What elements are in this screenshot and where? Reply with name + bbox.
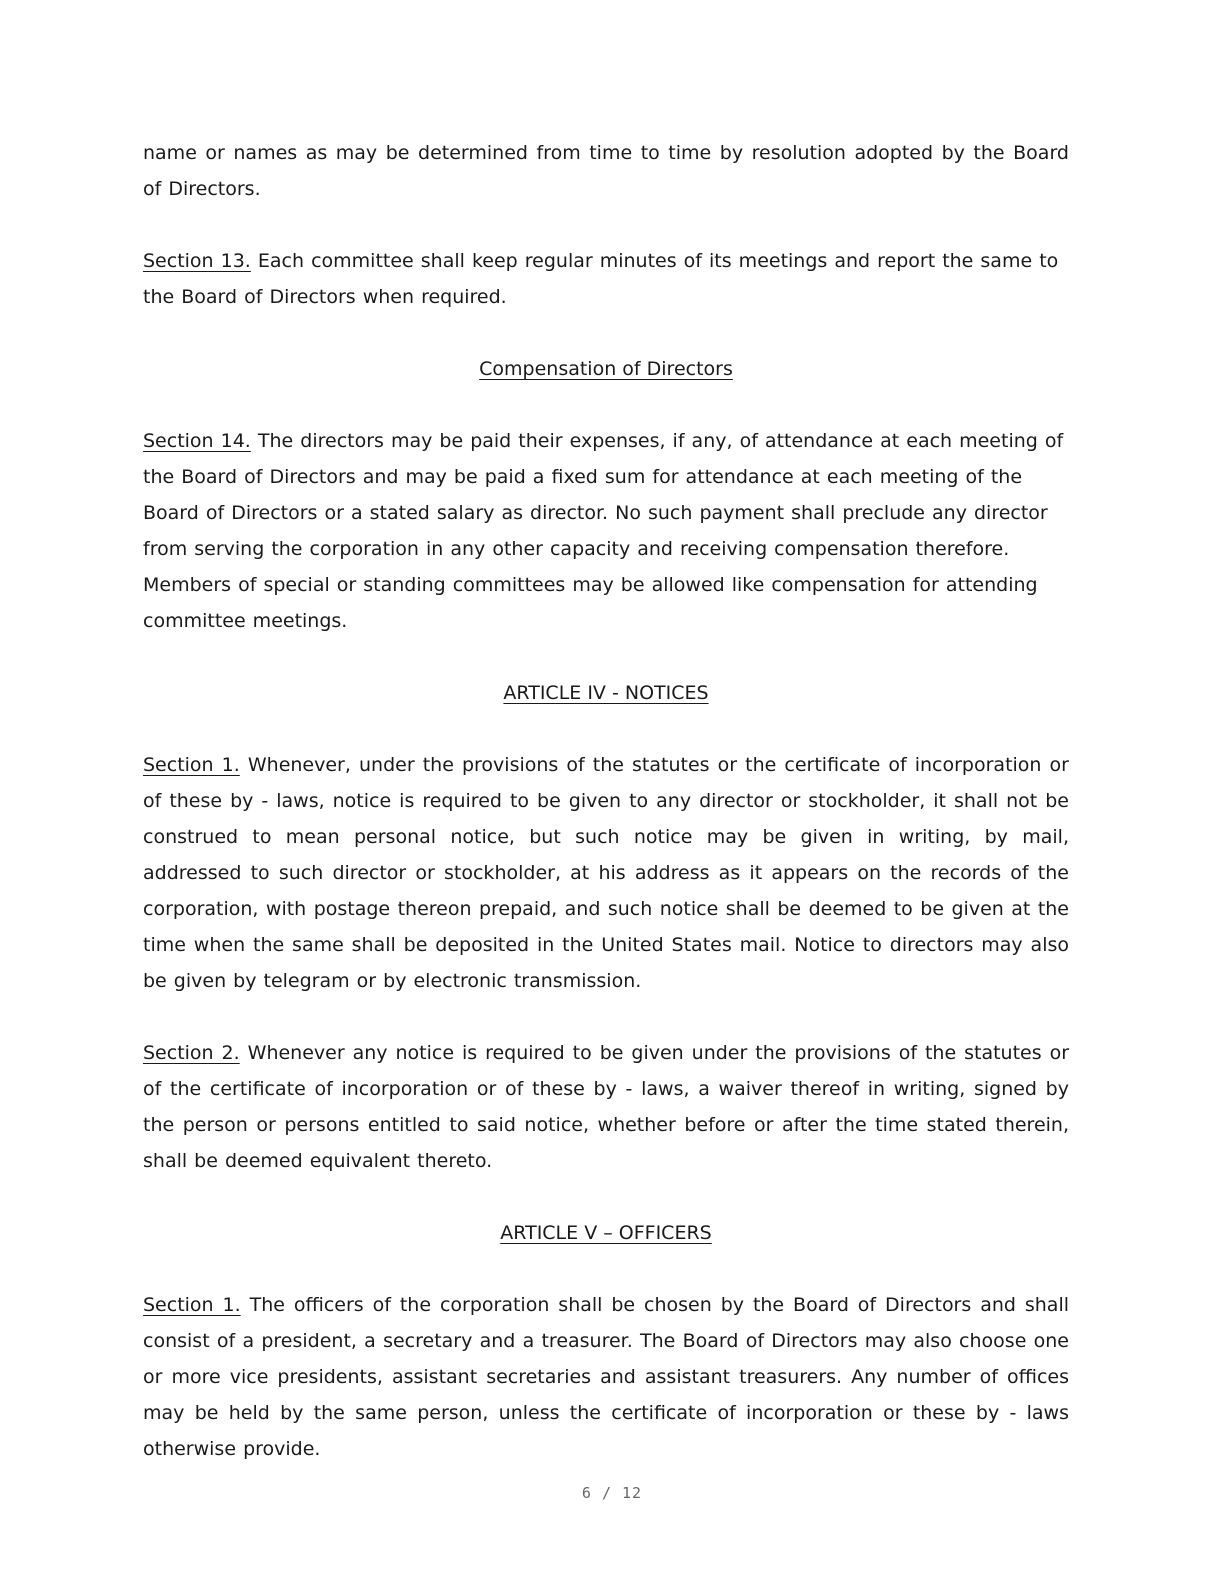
article-5-section-1-text: The officers of the corporation shall be chosen by the Board of Directors and shall consist of a president, a secretary and a treasurer. The Board of Directors may also choose one or more vice presidents, assistant secretaries and assistant treasurers. Any number of offices may be held by the same person, unless the certificate of incorporation or these by - laws otherwise provide. [143, 1294, 1070, 1460]
article-4-section-2-label: Section 2. [143, 1042, 240, 1064]
compensation-heading [143, 351, 1069, 387]
article-4-heading [143, 675, 1069, 711]
spacer [143, 315, 1069, 351]
spacer [143, 711, 1069, 747]
spacer [143, 999, 1069, 1035]
spacer [143, 1179, 1069, 1215]
section-13-text: Each committee shall keep regular minutes of its meetings and report the same to the Board of Directors when required. [143, 250, 1059, 308]
section-13-label: Section 13. [143, 250, 251, 272]
spacer [143, 1251, 1069, 1287]
compensation-heading-text: Compensation of Directors [479, 358, 733, 380]
section-14-paragraph [143, 423, 1069, 639]
section-13-paragraph [143, 243, 1069, 315]
section-14-label: Section 14. [143, 430, 251, 452]
article-4-section-1-label: Section 1. [143, 754, 240, 776]
spacer [143, 387, 1069, 423]
article-4-section-1-text: Whenever, under the provisions of the statutes or the certificate of incorporation or of these by - laws, notice is required to be given to any director or stockholder, it shall not be construed to mean personal notice, but such notice may be given in writing, by mail, addressed to such director or stockholder, at his address as it appears on the records of the corporation, with postage thereon prepaid, and such notice shall be deemed to be given at the time when the same shall be deposited in the United States mail. Notice to directors may also be given by telegram or by electronic transmission. [143, 754, 1069, 992]
article-5-section-1-label: Section 1. [143, 1294, 241, 1316]
article-5-section-1-paragraph [143, 1287, 1069, 1467]
continuation-paragraph [143, 135, 1069, 207]
article-4-section-2-paragraph [143, 1035, 1069, 1179]
article-4-heading-text: ARTICLE IV - NOTICES [503, 682, 709, 704]
spacer [143, 639, 1069, 675]
page-number: 6 / 12 [581, 1484, 643, 1502]
continuation-text: name or names as may be determined from time to time by resolution adopted by the Board of Directors. [143, 142, 1069, 200]
section-14-text: The directors may be paid their expenses, if any, of attendance at each meeting of the Board of Directors and may be paid a fixed sum for attendance at each meeting of the Board of Directors or a stated salary as director. No such payment shall preclude any director from serving the corporation in any other capacity and receiving compensation therefore. Members of special or standing committees may be allowed like compensation for attending committee meetings. [143, 430, 1064, 632]
page-content [143, 135, 1069, 1467]
article-5-heading-text: ARTICLE V – OFFICERS [500, 1222, 712, 1244]
spacer [143, 207, 1069, 243]
article-5-heading [143, 1215, 1069, 1251]
article-4-section-2-text: Whenever any notice is required to be given under the provisions of the statutes or of the certificate of incorporation or of these by - laws, a waiver thereof in writing, signed by the person or persons entitled to said notice, whether before or after the time stated therein, shall be deemed equivalent thereto. [143, 1042, 1070, 1172]
article-4-section-1-paragraph [143, 747, 1069, 999]
